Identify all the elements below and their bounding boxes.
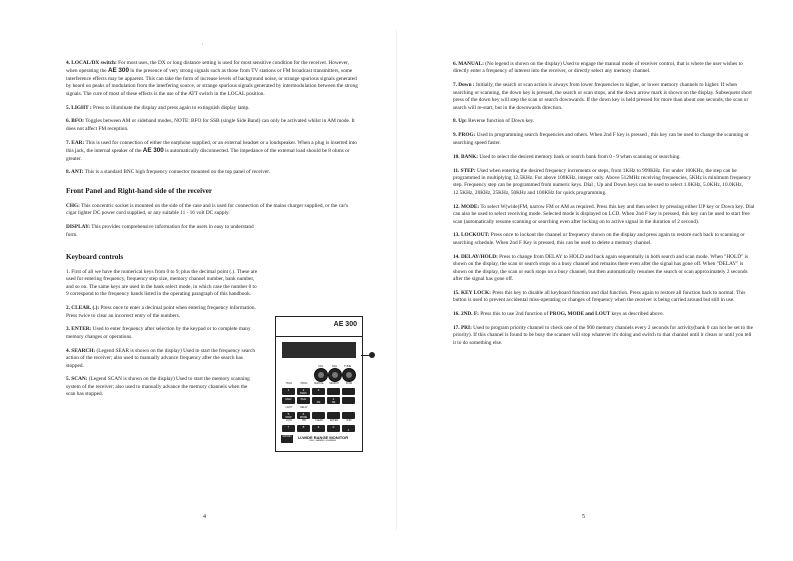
para-delay-hold	[453, 254, 755, 284]
key-9	[312, 425, 325, 432]
para-text: Toggles between AM or sideband modes, NOTE: BFO for SSB (single Side Band) can only be activated whilst in AM mode. It does not affect FM reception.	[66, 118, 355, 132]
key-text: 4	[332, 397, 335, 401]
para-down	[453, 82, 755, 112]
para-text: Used when entering the desired frequency increments or steps, from 1KHz to 999KHz. For under 100KHz, the step can be programmed in multiplying 12.5KHz. For above 100KHz, integer only. Above 512MHz receiving frequencies, 5KHz is minimum frequency step. Frequency step can be programmed from numeric keys. Dial , Up and Down keys can be used to select 1.0KHz, 5.0KHz, 10.0KHz, 12.5KHz, 20KHz, 25KHz, 50KHz and 100KHz for quick programming.	[453, 167, 752, 196]
key-label: LOCK	[285, 420, 293, 422]
key-down	[327, 412, 340, 419]
para-chg	[66, 203, 358, 218]
key-search	[327, 388, 340, 395]
para-key: 16. 2ND. F:	[453, 311, 479, 318]
para-clear	[66, 305, 258, 320]
key-5	[282, 412, 295, 419]
key-scan	[342, 388, 355, 395]
para-key: DISPLAY:	[66, 224, 91, 231]
key-2	[297, 388, 310, 395]
key-subtext: F	[347, 428, 350, 432]
para-key: 15. KEY LOCK:	[453, 289, 491, 296]
para-step	[453, 168, 755, 198]
para-text: is automatically disconnected. The impedance of the external load should be 8 ohms or greater.	[66, 148, 350, 162]
key-text: 8	[302, 425, 305, 429]
key-lockout	[342, 412, 355, 419]
key-up	[312, 412, 325, 419]
para-key: 11. STEP:	[453, 167, 476, 174]
para-ear	[66, 140, 358, 163]
para-key: 4. LOCAL/DX switch:	[66, 60, 117, 66]
page-number: 4	[203, 514, 206, 520]
knob-row	[280, 365, 358, 381]
keypad-illustration	[275, 316, 363, 452]
key-blank	[342, 397, 355, 404]
right-column	[453, 61, 755, 354]
key-subtext: MODE	[299, 415, 308, 419]
brand-row	[281, 434, 357, 446]
key-text: MHz	[285, 397, 292, 401]
para-bank	[453, 154, 755, 161]
key-label: PRI	[302, 420, 306, 422]
key-label: LIGHT	[285, 407, 293, 409]
para-manual	[453, 61, 755, 76]
para-key: 13. LOCKOUT:	[453, 232, 490, 239]
para-local-dx	[66, 60, 358, 98]
left-page	[0, 0, 396, 561]
para-text: (No legend is shown on the display) Used to engage the manual mode of receiver control, that is where the user wishes to directly enter a frequency of interest into the receiver, or directly select any memory channel.	[453, 61, 743, 75]
para-key: 8. Up:	[453, 118, 467, 125]
key-mhz	[282, 397, 295, 404]
para-text: This is a standard BNC high frequency connector mounted on the top panel of receiver.	[84, 169, 270, 176]
para-numeric-keys	[66, 269, 258, 299]
panel-model-label: AE 300	[333, 321, 357, 328]
key-fm	[312, 397, 325, 404]
key-text: KHz	[300, 397, 307, 401]
para-text: Press once to lockout the channel or frequency shown on the display and press again to restore such back to scanning or searching schedule. When 2nd F Key is pressed, this can be used to delete a memory channel.	[453, 232, 745, 246]
para-text: Used to enter frequency after selection by the keypad or to complete many memory changes or operations.	[66, 326, 251, 340]
knob-label: SQL	[332, 365, 338, 368]
para-text: in the presence of very strong signals such as those from TV stations or FM broadcast transmitters, some interference effects may be apparent. This can take the form of increase levels of background noise, or strange spurious signals generated by heard on peaks of modulation from the interfering source, or strange spurious signals generated by intermodulation between the strong signals. The cure of most of these effects is the use of the ATT switch in the LOCAL position.	[66, 68, 358, 97]
para-text: This is used for connection of either the earphone supplied, or an external headset or a loudspeaker. When a plug is inserted into this jack, the internal speaker of the	[66, 139, 357, 155]
para-ant	[66, 169, 358, 176]
para-key: 5. SCAN:	[66, 376, 88, 383]
model-name: AE 300	[142, 147, 164, 155]
tune-knob-icon	[342, 368, 356, 382]
knob-label: VOL	[318, 365, 324, 368]
key-label: PROG	[300, 383, 308, 385]
para-text: Initially, the search or scan action is always from lower frequencies to higher, or lower memory channels to higher. If when searching or scanning, the down key is pressed, the search or scan stops, and the down arrow mark is shown on the display. Subsequent short press of the down key will step the scan or search downwards. If the down key is held pressed for more than about one seconds, the scan or search will re-start, but in the downwards direction.	[453, 82, 752, 111]
knob-label: TUNE	[344, 365, 352, 368]
para-key: 2. CLEAR. (.):	[66, 305, 100, 312]
key-text: 7	[287, 425, 290, 429]
key-6	[297, 412, 310, 419]
para-key: 3. ENTER:	[66, 326, 92, 333]
key-8	[297, 425, 310, 432]
key-label: ENTER	[330, 420, 338, 422]
page-number: 5	[582, 514, 585, 520]
key-text: 1	[287, 388, 290, 392]
para-display	[66, 224, 258, 239]
para-text: This concentric socket is mounted on the side of the case and is used for connection of the mains charger supplied, or the car's cigar lighter DC power cord supplied, or any suitable 11 - 16 volt DC supply.	[66, 202, 349, 217]
para-light	[66, 105, 358, 112]
para-text: To select W(wide)FM, narrow FM or AM as required. Press this key and then select by pressing either UP key or Down key. Dial can also be used to select receiving mode. Selected mode is displayed on LCD. When 2nd F key is pressed, this key can be used to start free scan (automatically resume scanning or searching even after locking on to active signal in the duration of 2 second).	[453, 203, 755, 225]
para-key: 10. BANK:	[453, 153, 479, 160]
para-key-lock	[453, 290, 755, 305]
key-row-4	[281, 420, 357, 434]
para-prog	[453, 132, 755, 147]
volume-knob-icon	[314, 368, 328, 382]
para-text: 1. First of all we have the numerical keys from 0 to 9, plus the decimal point (.). These are used for entering frequency, frequency step size, memory channel number, bank number, and so on. The same keys are used in the bank select mode, in which case the number 0 to 9 correspond to the frequency bands listed in the operating paragraph of this handbook.	[66, 269, 258, 298]
para-text: (Legend SEAR is shown on the display) Used to start the frequency search action of the receiver; also used to manually advance frequency after the search has stopped.	[66, 347, 256, 369]
para-text: Press to illuminate the display and press again to extinguish display lamp.	[93, 104, 250, 111]
para-mode	[453, 204, 755, 226]
squelch-knob-icon	[328, 368, 342, 382]
para-key: 6. BFO:	[66, 118, 84, 125]
key-7	[282, 425, 295, 432]
key-subtext: BANK	[300, 391, 307, 395]
key-subtext: FM	[316, 400, 321, 404]
key-label: MANUAL	[314, 383, 324, 385]
para-bfo	[66, 118, 358, 133]
para-key: 7. EAR:	[66, 139, 85, 146]
key-label: 2ndF	[346, 420, 352, 422]
right-page	[397, 0, 793, 561]
para-text: Used to program priority channel to check one of the 900 memory channels every 2 seconds for activity(bank 0 can not be set to the priority). If this channel is found to be busy the scanner will stop whatever it's doing and switch to that channel until it clears or until you tell it to do something else.	[453, 325, 753, 346]
key-3	[312, 388, 325, 395]
para-key: 4. SEARCH:	[66, 347, 96, 354]
key-text: 9	[317, 425, 320, 429]
key-text: 3	[317, 388, 320, 392]
para-text: Used to select the desired memory bank or search bank from 0 - 9 when scanning or searching.	[479, 153, 681, 160]
callout-dot	[369, 352, 375, 358]
brand-logo: MAXON	[281, 435, 293, 443]
key-1	[282, 388, 295, 395]
para-text: For most uses, the DX or long distance setting is used for most sensitive condition for the receiver. However, when operating the	[66, 60, 349, 75]
para-search	[66, 348, 258, 370]
key-row-3	[281, 407, 357, 421]
para-text: This provides comprehensive information for the users in easy to understand form.	[66, 224, 254, 238]
para-lockout	[453, 232, 755, 247]
para-text: Press this key to disable all keyboard function and dial function. Press again to restore all function back to normal. This button is used to prevent accidental miss-operating or changes of frequency when the receiver is being carried around but still in use.	[453, 289, 746, 304]
para-key: PROG, MODE and LOUT	[549, 311, 611, 318]
key-label: SEARCH	[329, 383, 339, 385]
key-text: 6	[302, 412, 305, 416]
para-enter	[66, 326, 258, 341]
key-label: HOLD	[285, 383, 293, 385]
brand-text: U-WIDE RANGE MONITOR	[298, 435, 349, 440]
para-text: (Legend SCAN is shown on the display) Used to start the memory scanning system of the receiver; also used to manually advance the memory channels when the scan has stopped.	[66, 376, 250, 398]
para-up	[453, 118, 755, 125]
para-key: 14. DELAY/HOLD:	[453, 253, 498, 260]
para-text: keys as described above.	[611, 311, 664, 318]
key-text: 0	[332, 425, 335, 429]
lcd-screen	[282, 342, 356, 358]
scan-mark	[202, 43, 203, 45]
panel-header	[276, 317, 362, 336]
key-text: 2	[302, 388, 305, 392]
key-4	[327, 397, 340, 404]
para-pri	[453, 325, 755, 347]
para-text: Press once to enter a decimal point when entering frequency information. Press twice to clear an incorrect entry of the numbers.	[66, 305, 256, 319]
key-subtext: AM	[331, 400, 336, 404]
key-label: CLEAR	[315, 420, 323, 422]
para-key: 7. Down :	[453, 82, 475, 89]
para-text: Press this to use 2nd function of	[480, 311, 549, 318]
model-name: AE 300	[107, 67, 129, 75]
para-key: 12. MODE:	[453, 203, 480, 210]
para-text: Used in programming search frequencies and others. When 2nd F key is pressed , this key can be used to change the scanning or searching speed faster.	[453, 132, 749, 146]
brand-subtext: 1000 CHANNEL SCANNER	[309, 440, 337, 442]
para-text: Reverse function of Down key.	[468, 118, 535, 125]
heading-keyboard-controls: Keyboard controls	[66, 253, 124, 261]
lcd-display	[276, 336, 362, 364]
key-text: 5	[287, 412, 290, 416]
para-key: 6. MANUAL:	[453, 61, 484, 67]
para-key: 5. LIGHT :	[66, 104, 92, 111]
key-0	[327, 425, 340, 432]
para-scan	[66, 376, 258, 398]
key-label: SCAN	[345, 383, 353, 385]
para-2nd-f	[453, 311, 755, 318]
key-subtext: STEP	[285, 415, 292, 419]
para-key: CHG:	[66, 202, 80, 209]
para-text: Press to change from DELAY to HOLD and back again sequentially in both search and scan mode. When "HOLD" is shown on the display, the scan or search stops on a busy channel and remains there even after the signal has gone off. When "DELAY" is shown on the display, the scan or each stops on a busy channel, but then automatically resumes the search or scan approximately 2 seconds after the signal has gone off.	[453, 253, 749, 282]
key-2ndf	[342, 425, 355, 432]
para-key: 9. PROG:	[453, 132, 476, 139]
key-label: DELAY	[300, 407, 308, 409]
para-key: 8. ANT:	[66, 169, 84, 176]
heading-front-panel: Front Panel and Right-hand side of the receiver	[66, 186, 213, 195]
key-khz	[297, 397, 310, 404]
para-key: 17. PRI:	[453, 325, 472, 332]
